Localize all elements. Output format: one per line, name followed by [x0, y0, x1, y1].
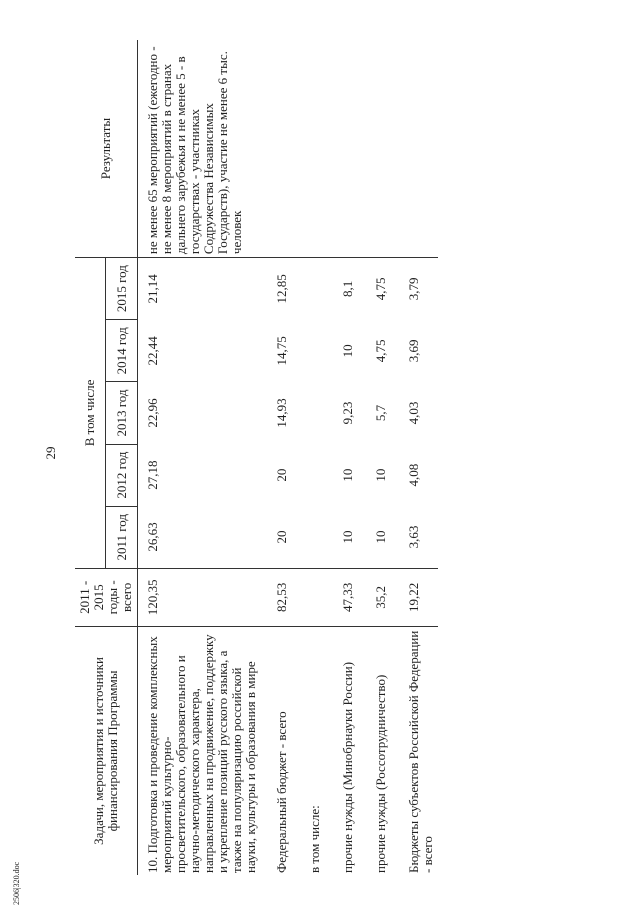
row-year-2013: 22,96 — [145, 398, 160, 428]
header-year-2012: 2012 год — [106, 444, 138, 506]
row-task: Федеральный бюджет - всего — [274, 711, 289, 873]
row-year-2011: 20 — [274, 530, 289, 544]
table-row — [391, 40, 438, 875]
row-total: 19,22 — [391, 568, 438, 626]
row-task: Бюджеты субъектов Российской Федерации - всего — [406, 630, 435, 873]
row-year-2011 — [292, 506, 325, 568]
row-year-2011: 10 — [373, 530, 388, 544]
header-task: Задачи, мероприятия и источники финансирования Программы — [75, 626, 138, 875]
table-row — [261, 40, 292, 875]
table-row — [292, 40, 325, 875]
row-results: не менее 65 мероприятий (ежегодно - не менее 8 мероприятий в странах дальнего зарубежья и не менее 5 - в государствах - участниках Содружества Независимых Государств), участие не менее 6 тыс. человек — [138, 40, 262, 258]
row-year-2012: 20 — [274, 468, 289, 482]
row-year-2012: 27,18 — [145, 460, 160, 490]
row-task: 10. Подготовка и проведение комплексных мероприятий культурно-просветительского, образовательного и научно-методического характера, направленных на продвижение, поддержку и укрепление позиций русского языка, а также на популяризацию российской науки, культуры и образования в мире — [145, 634, 258, 873]
row-task: в том числе: — [307, 805, 322, 873]
header-year-2013: 2013 год — [106, 382, 138, 444]
row-year-2014: 4,75 — [373, 339, 388, 363]
row-year-2015: 12,85 — [274, 274, 289, 304]
table-row — [358, 40, 391, 875]
document-code: 2506|320.doc — [12, 861, 21, 905]
row-year-2013 — [292, 382, 325, 444]
row-year-2014 — [292, 320, 325, 382]
row-total: 82,53 — [261, 568, 292, 626]
row-year-2014: 22,44 — [145, 336, 160, 366]
row-year-2013: 5,7 — [373, 404, 388, 422]
row-year-2011: 26,63 — [145, 522, 160, 552]
row-year-2013: 9,23 — [340, 401, 355, 425]
header-results: Результаты — [75, 40, 138, 258]
row-year-2014: 14,75 — [274, 336, 289, 366]
header-year-2011: 2011 год — [106, 506, 138, 568]
header-year-2014: 2014 год — [106, 320, 138, 382]
row-year-2013: 14,93 — [274, 398, 289, 428]
row-results — [292, 40, 325, 258]
landscape-table-container — [75, 40, 610, 875]
header-total: 2011 - 2015 годы - всего — [75, 568, 138, 626]
row-total — [292, 568, 325, 626]
row-year-2011: 10 — [340, 530, 355, 544]
row-year-2015: 21,14 — [145, 274, 160, 304]
row-results — [391, 40, 438, 258]
row-year-2015 — [292, 258, 325, 320]
row-year-2012: 4,08 — [406, 463, 421, 487]
table-row — [138, 40, 262, 875]
table-header-row — [75, 40, 106, 875]
row-task: прочие нужды (Минобрнауки России) — [340, 661, 355, 873]
row-total: 47,33 — [325, 568, 358, 626]
row-total: 120,35 — [138, 568, 262, 626]
row-year-2012: 10 — [373, 468, 388, 482]
row-year-2014: 10 — [340, 344, 355, 358]
financing-table — [75, 40, 438, 875]
row-year-2013: 4,03 — [406, 401, 421, 425]
table-row — [325, 40, 358, 875]
row-year-2015: 4,75 — [373, 277, 388, 301]
row-results — [261, 40, 292, 258]
row-year-2015: 3,79 — [406, 277, 421, 301]
row-year-2014: 3,69 — [406, 339, 421, 363]
row-task: прочие нужды (Россотрудничество) — [373, 674, 388, 873]
row-year-2011: 3,63 — [406, 525, 421, 549]
row-results — [325, 40, 358, 258]
row-year-2015: 8,1 — [340, 280, 355, 298]
row-total: 35,2 — [358, 568, 391, 626]
header-year-2015: 2015 год — [106, 258, 138, 320]
row-year-2012 — [292, 444, 325, 506]
row-year-2012: 10 — [340, 468, 355, 482]
rotated-table-area — [75, 40, 610, 875]
row-results — [358, 40, 391, 258]
page-number: 29 — [43, 446, 58, 460]
header-including: В том числе — [75, 258, 106, 569]
